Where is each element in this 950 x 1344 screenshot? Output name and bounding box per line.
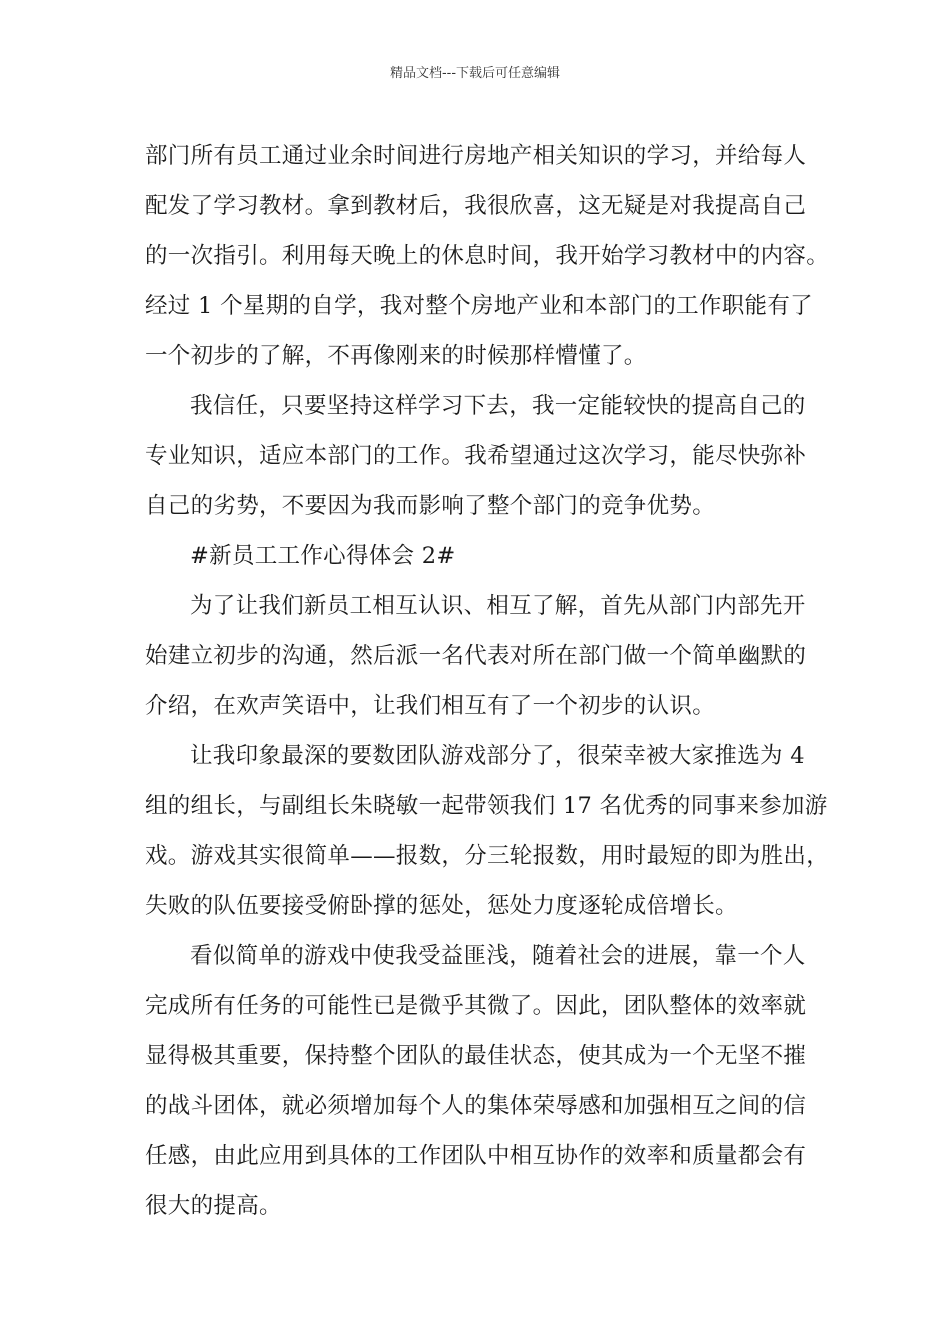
text-line: 很大的提高。 bbox=[145, 1193, 282, 1219]
text-line: 看似简单的游戏中使我受益匪浅，随着社会的进展，靠一个人 bbox=[190, 943, 806, 969]
text-line: 配发了学习教材。拿到教材后，我很欣喜，这无疑是对我提高自己 bbox=[145, 193, 807, 219]
text-line: 的战斗团体，就必须增加每个人的集体荣辱感和加强相互之间的信 bbox=[145, 1093, 807, 1119]
text-line: 完成所有任务的可能性已是微乎其微了。因此，团队整体的效率就 bbox=[145, 993, 807, 1019]
text-line: 专业知识，适应本部门的工作。我希望通过这次学习，能尽快弥补 bbox=[145, 443, 807, 469]
text-line: 自己的劣势，不要因为我而影响了整个部门的竞争优势。 bbox=[145, 493, 716, 519]
text-line: 介绍，在欢声笑语中，让我们相互有了一个初步的认识。 bbox=[145, 693, 716, 719]
text-line: 部门所有员工通过业余时间进行房地产相关知识的学习，并给每人 bbox=[145, 143, 807, 169]
text-line: 让我印象最深的要数团队游戏部分了，很荣幸被大家推选为 4 bbox=[190, 743, 805, 769]
text-line: 组的组长，与副组长朱晓敏一起带领我们 17 名优秀的同事来参加游 bbox=[145, 793, 828, 819]
text-line: 失败的队伍要接受俯卧撑的惩处，惩处力度逐轮成倍增长。 bbox=[145, 893, 738, 919]
text-line: 经过 1 个星期的自学，我对整个房地产业和本部门的工作职能有了 bbox=[145, 293, 813, 319]
section-heading: #新员工工作心得体会 2# bbox=[190, 543, 456, 569]
text-line: 始建立初步的沟通，然后派一名代表对所在部门做一个简单幽默的 bbox=[145, 643, 807, 669]
text-line: 一个初步的了解，不再像刚来的时候那样懵懂了。 bbox=[145, 343, 647, 369]
document-body bbox=[145, 131, 830, 1231]
page-header: 精品文档---下载后可任意编辑 bbox=[389, 66, 561, 81]
text-line: 显得极其重要，保持整个团队的最佳状态，使其成为一个无坚不摧 bbox=[145, 1043, 807, 1069]
text-line: 我信任，只要坚持这样学习下去，我一定能较快的提高自己的 bbox=[190, 393, 806, 419]
text-line: 的一次指引。利用每天晚上的休息时间，我开始学习教材中的内容。 bbox=[145, 243, 830, 269]
text-line: 任感，由此应用到具体的工作团队中相互协作的效率和质量都会有 bbox=[145, 1143, 807, 1169]
text-line: 为了让我们新员工相互认识、相互了解，首先从部门内部先开 bbox=[190, 593, 806, 619]
text-line: 戏。游戏其实很简单——报数，分三轮报数，用时最短的即为胜出， bbox=[145, 843, 830, 869]
